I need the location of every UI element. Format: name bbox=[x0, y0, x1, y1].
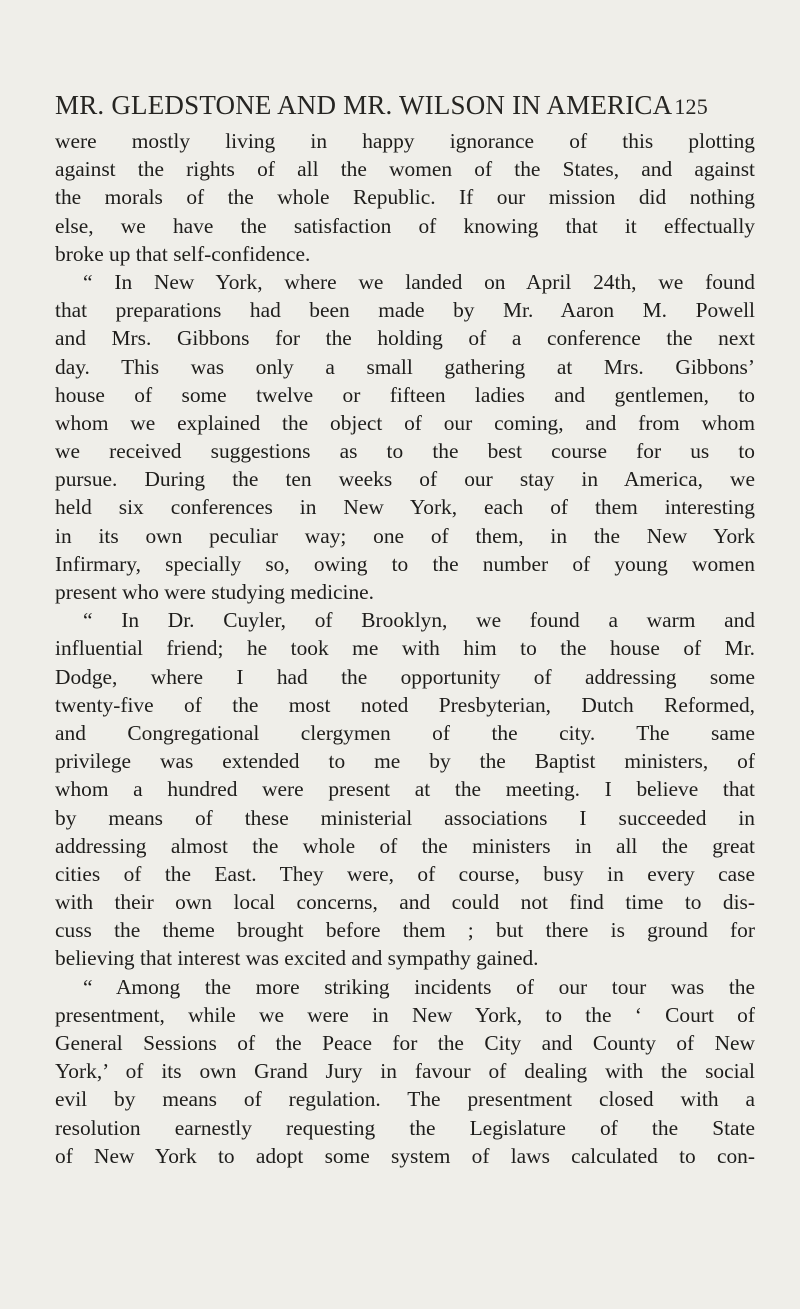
body-text bbox=[55, 127, 755, 1170]
text-line: cities of the East. They were, of course, busy in every case bbox=[55, 861, 755, 886]
text-line: by means of these ministerial associations I succeeded in bbox=[55, 805, 755, 830]
text-line: and Congregational clergymen of the city. The same bbox=[55, 720, 755, 745]
text-line: Dodge, where I had the opportunity of addressing some bbox=[55, 664, 755, 689]
text-line: “ Among the more striking incidents of our tour was the bbox=[83, 974, 755, 999]
text-line: broke up that self-confidence. bbox=[55, 241, 311, 266]
text-line: addressing almost the whole of the ministers in all the great bbox=[55, 833, 755, 858]
text-line: privilege was extended to me by the Baptist ministers, of bbox=[55, 749, 755, 774]
text-line: resolution earnestly requesting the Legislature of the State bbox=[55, 1115, 755, 1140]
text-line: “ In Dr. Cuyler, of Brooklyn, we found a warm and bbox=[83, 608, 755, 633]
text-line: twenty-five of the most noted Presbyterian, Dutch Reformed, bbox=[55, 692, 755, 717]
text-line: “ In New York, where we landed on April 24th, we found bbox=[83, 269, 755, 294]
text-line: believing that interest was excited and sympathy gained. bbox=[55, 946, 539, 971]
text-line: whom a hundred were present at the meeting. I believe that bbox=[55, 777, 755, 802]
running-head bbox=[55, 88, 755, 124]
text-line: day. This was only a small gathering at Mrs. Gibbons’ bbox=[55, 354, 755, 379]
text-line: whom we explained the object of our coming, and from whom bbox=[55, 410, 755, 435]
text-line: of New York to adopt some system of laws calculated to con- bbox=[55, 1143, 755, 1168]
text-line: held six conferences in New York, each of them interesting bbox=[55, 495, 755, 520]
text-line: presentment, while we were in New York, to the ‘ Court of bbox=[55, 1002, 755, 1027]
text-line: against the rights of all the women of the States, and against bbox=[55, 157, 755, 182]
text-line: Infirmary, specially so, owing to the number of young women bbox=[55, 551, 755, 576]
running-head-title: MR. GLEDSTONE AND MR. WILSON IN AMERICA bbox=[55, 90, 673, 120]
text-line: in its own peculiar way; one of them, in the New York bbox=[55, 523, 755, 548]
text-line: pursue. During the ten weeks of our stay in America, we bbox=[55, 467, 755, 492]
text-line: we received suggestions as to the best course for us to bbox=[55, 439, 755, 464]
text-line: York,’ of its own Grand Jury in favour of dealing with the social bbox=[55, 1059, 755, 1084]
text-line: with their own local concerns, and could not find time to dis- bbox=[55, 890, 755, 915]
text-line: present who were studying medicine. bbox=[55, 580, 374, 604]
text-line: and Mrs. Gibbons for the holding of a conference the next bbox=[55, 326, 755, 351]
text-line: General Sessions of the Peace for the City and County of New bbox=[55, 1031, 755, 1055]
text-line: house of some twelve or fifteen ladies and gentlemen, to bbox=[55, 382, 755, 407]
text-line: the morals of the whole Republic. If our mission did nothing bbox=[55, 185, 755, 210]
text-line: that preparations had been made by Mr. Aaron M. Powell bbox=[55, 298, 755, 323]
text-line: evil by means of regulation. The presentment closed with a bbox=[55, 1087, 755, 1112]
text-line: cuss the theme brought before them ; but there is ground for bbox=[55, 918, 755, 943]
text-line: were mostly living in happy ignorance of this plotting bbox=[55, 129, 755, 153]
page-number: 125 bbox=[674, 94, 708, 119]
text-line: else, we have the satisfaction of knowing that it effectually bbox=[55, 213, 755, 238]
text-line: influential friend; he took me with him to the house of Mr. bbox=[55, 636, 755, 661]
